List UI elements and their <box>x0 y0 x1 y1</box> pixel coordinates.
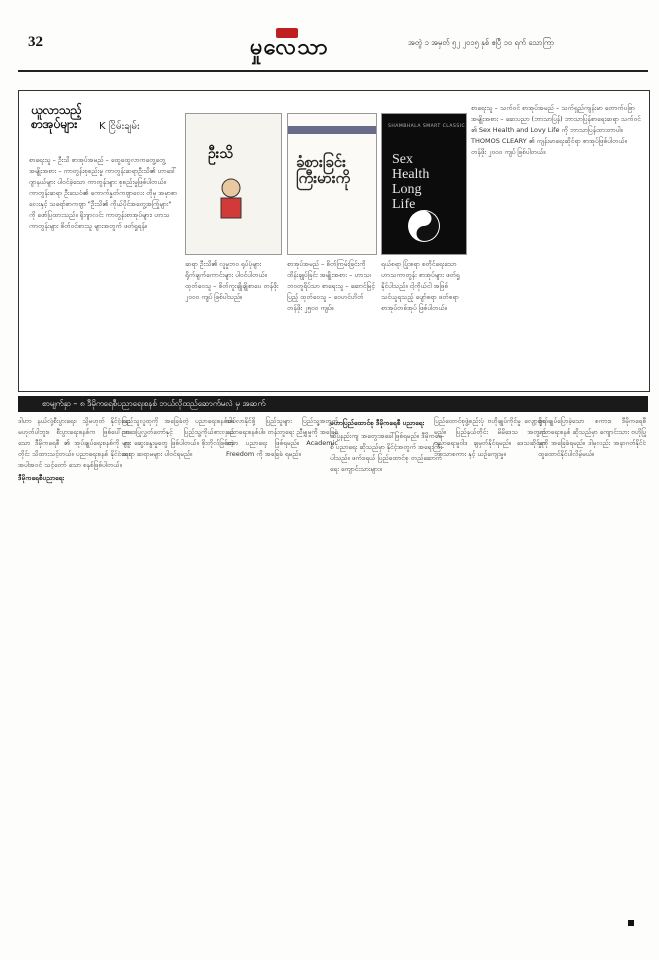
article-column-3: အပ်လာနိုင်ဖို့ ပြည်သူများ ပြည်သူ့အတွက် ပညာရေးစနစ်ပါ။ တန်းတူရေး ညီမျှမှုကို အခြေခံသော ပညာရေး ဖြစ်ရမည်။ Academic Freedom ကို အခြေခံ ရမည်။ <box>226 417 338 458</box>
title-line: Health <box>392 167 430 182</box>
masthead-title: မှုလေသာ <box>250 34 329 60</box>
review-title: ယူလာသည့် စာအုပ်များ <box>31 103 83 131</box>
issue-line: အတွဲ ၁ အမှတ် ၅၂ ၂၀၁၅ နှစ် ဧပြီ ၁၀ ရက် သောကြာ <box>408 38 555 47</box>
article-subhead: မဟာပြည်ထောင်စု ဒီမိုကရေစီ ပညာရေး <box>330 419 425 427</box>
review-column-5: စာရေးသူ – သက်ဝင် စာအုပ်အမည် – သက်ရှည်ကျန်းမာ တောက်ပဖြာ အမျိုးအစား – ဆေးပညာ (ဘာသာပြန်) ဘာသာပြန်စာရေးဆရာ သက်ဝင် ၏ Sex Health and Lovy Life ကို ဘာသာပြန်ထားတာပါ။ THOMOS CLEARY ၏ ကျန်းမာရေးဆိုင်ရာ စာအုပ်ဖြစ်ပါတယ်။ တန်ဖိုး ၂၀၀၀ ကျပ် ဖြစ်ပါတယ်။ <box>471 104 641 156</box>
book-cover-2 <box>287 113 377 255</box>
cartoon-figure-icon <box>206 174 256 224</box>
title-line: Sex <box>392 152 413 167</box>
masthead-logo <box>250 28 380 64</box>
review-column-1: စာရေးသူ – ဦးသိ စာအုပ်အမည် – ထွေထွေလာကတွေ့တွေ့ အမျိုးအစား – ကာတွန်းစုစည်းမှု ကာတွန်းဆရာဦးသိ၏ ဟာဒေါ် ဂျာနယ်များ ပါဝင်ခဲ့သော ကာတွန်းများ စုစည်းမှုဖြစ်ပါတယ်။ ကာတွန်းဆရာ ဦးသေဝံ၏ ကောက်နှုတ်ကဗျာလေး တိုမှ အမှာစာလေးနှင့် သရော်စာကဗျာ "ဦးသိ၏ ကိုယ်ပိုင်အတွေ့အကြုံများ" ကို ဖော်ပြထားသည်။ ရိုးဂျာလင်း ကာတွန်းစာအုပ်များ၊ ဟာသကာတွန်းများ စိတ်ဝင်စားသူ များအတွက် ဖတ်ရှုရန်။ <box>29 156 177 230</box>
book-3-title <box>392 152 429 212</box>
yin-yang-icon <box>408 210 440 242</box>
review-column-4: ရယ်စရာ ပြုံးစရာ စတိုင်ရေးသော ဟာသကာတွန်း စာအုပ်များ ဖတ်ရှုနိုင်ပါသည်။ ငါ့ကိုယ်ငါ အဖြစ် သင်ယူရသည့် ပျော်စရာ ဖတ်စရာ စာအုပ်တစ်အုပ် ဖြစ်ပါတယ်။ <box>381 260 460 312</box>
column-text: ဒါဟာ နယ်လုံ့စီးပွားရေး၊ သို့မဟုတ် နိုင်ငံ့ရေးမဟုတ်ပါဘူး။ စီးပွားရေးစနစ်က ဖြစ်ပေါ်လာ သော ဒီမိုကရေစီ ၏ အုပ်ချုပ်ရေးစနစ်ကို လူတိုင်း သိထားသင့်တယ်။ ပညာရေးစနစ် နိုင်ငံရေး အပါအဝင် သင့်တော် သော စနစ်ဖြစ်ပါတယ်။ <box>18 417 130 469</box>
article-band-title: စာမျက်နှာ – ၈ ဒီမိုကရေစီပညာရေးစနစ် ဘယ်လိုထည်ဆောက်မလဲ မှ အဆက် <box>42 399 266 408</box>
article-column-5: ပြည်ထောင်စုဖွဲ့စည်းပုံ ဗဟိုချုပ်ကိုင်မှု လျော့ချရမည်။ ပြည်နယ်တိုင်း မိမိဒေသ အတွက် ပညာရေးမူဝါဒ ချမှတ်နိုင်ရမည်။ ဒေသဆိုင်ရာ ဘာသာစကား နှင့် ယဉ်ကျေးမှု။ <box>434 417 546 458</box>
cover-band <box>288 126 376 134</box>
article-column-6: ဗိုလ်ချုပ်ပြောခဲ့သော စကား။ ဒီမိုကရေစီ ပညာရေးစနစ် ဆိုသည်မှာ ကျောင်းသား ဗဟိုပြုမှုကို အခြေခံရမည်။ ဒါမှလည်း အနာဂတ်နိုင်ငံ ထူထောင်နိုင်ပါလိမ့်မယ်။ <box>538 417 646 458</box>
page-number: 32 <box>28 34 43 50</box>
review-column-3: စာအုပ်အမည် – စိတ်ကြမ်းခြင်းကိုထိန်းချုပ်ခြင်း အမျိုးအစား – ဟာသ၊ ဘဝတူရိပ်သာ စာရေးသူ – ဆောင်မြင့်ပြည့် ထုတ်ဝေသူ – ဝေဟင်ဟိတ် တန်ဖိုး ၂၅၀၀ ကျပ်။ <box>287 260 375 312</box>
book-1-title: ဦးသိ <box>208 146 233 162</box>
title-line: Life <box>392 197 416 212</box>
column-text: သိပ္ပံနည်းကျ အတွေးအခေါ်ဖြစ်ရမည်။ ဒီမိုကရေစီ ပညာရေး ဆိုသည်မှာ နိုင်ငံ့အတွက် အရေးကြီးပါသည်။ ဖက်ဒရယ် ပြည်ထောင်စု တည်ဆောက်ရေး ကျောင်းသားများ။ <box>330 432 442 473</box>
article-column-4 <box>330 416 442 936</box>
review-author: K ငြိမ်းချမ်း <box>99 121 140 132</box>
book-3-author: SHAMBHALA SMART CLASSIC <box>388 124 466 129</box>
article-column-1 <box>18 416 130 936</box>
article-band <box>18 396 648 412</box>
article-column-2: ပြည်သူလူထုကို အခြေခံတဲ့ ပညာရေးစနစ်ပါ။ ဥပဒေပြုလွှတ်တော်နှင့် ပြည်သူ့ကိုယ်စားလှယ်များ ဆွေးနွေးမှုတွေ ဖြစ်ပါတယ်။ စိုးတိုလ်ဖြစ်တဲ့ ဆရာ ဆရာမများ ပါဝင်ရမည်။ <box>122 417 234 458</box>
review-column-2: ဆရာ ဦးသိ၏ လူမှုဘဝ ရုပ်ပုံများ ရိုက်ချက်ကောင်းများ ပါဝင်ပါတယ်။ ထုတ်ဝေသူ – စိတ်ကူးချိုချိုစာပေ တန်ဖိုး ၂၀၀၀ ကျပ် ဖြစ်ပါသည်။ <box>185 260 279 301</box>
book-review-box <box>18 90 650 392</box>
end-mark <box>628 920 634 926</box>
page-header <box>18 28 648 68</box>
book-cover-1 <box>185 113 282 255</box>
article-subhead: ဒီမိုကရေစီပညာရေး <box>18 474 64 482</box>
title-line: Long <box>392 182 422 197</box>
book-2-title: ခံစားခြင်း ကြီးမားကို <box>296 153 351 187</box>
book-cover-3 <box>381 113 467 255</box>
article-body <box>18 416 648 936</box>
header-rule <box>18 70 648 72</box>
